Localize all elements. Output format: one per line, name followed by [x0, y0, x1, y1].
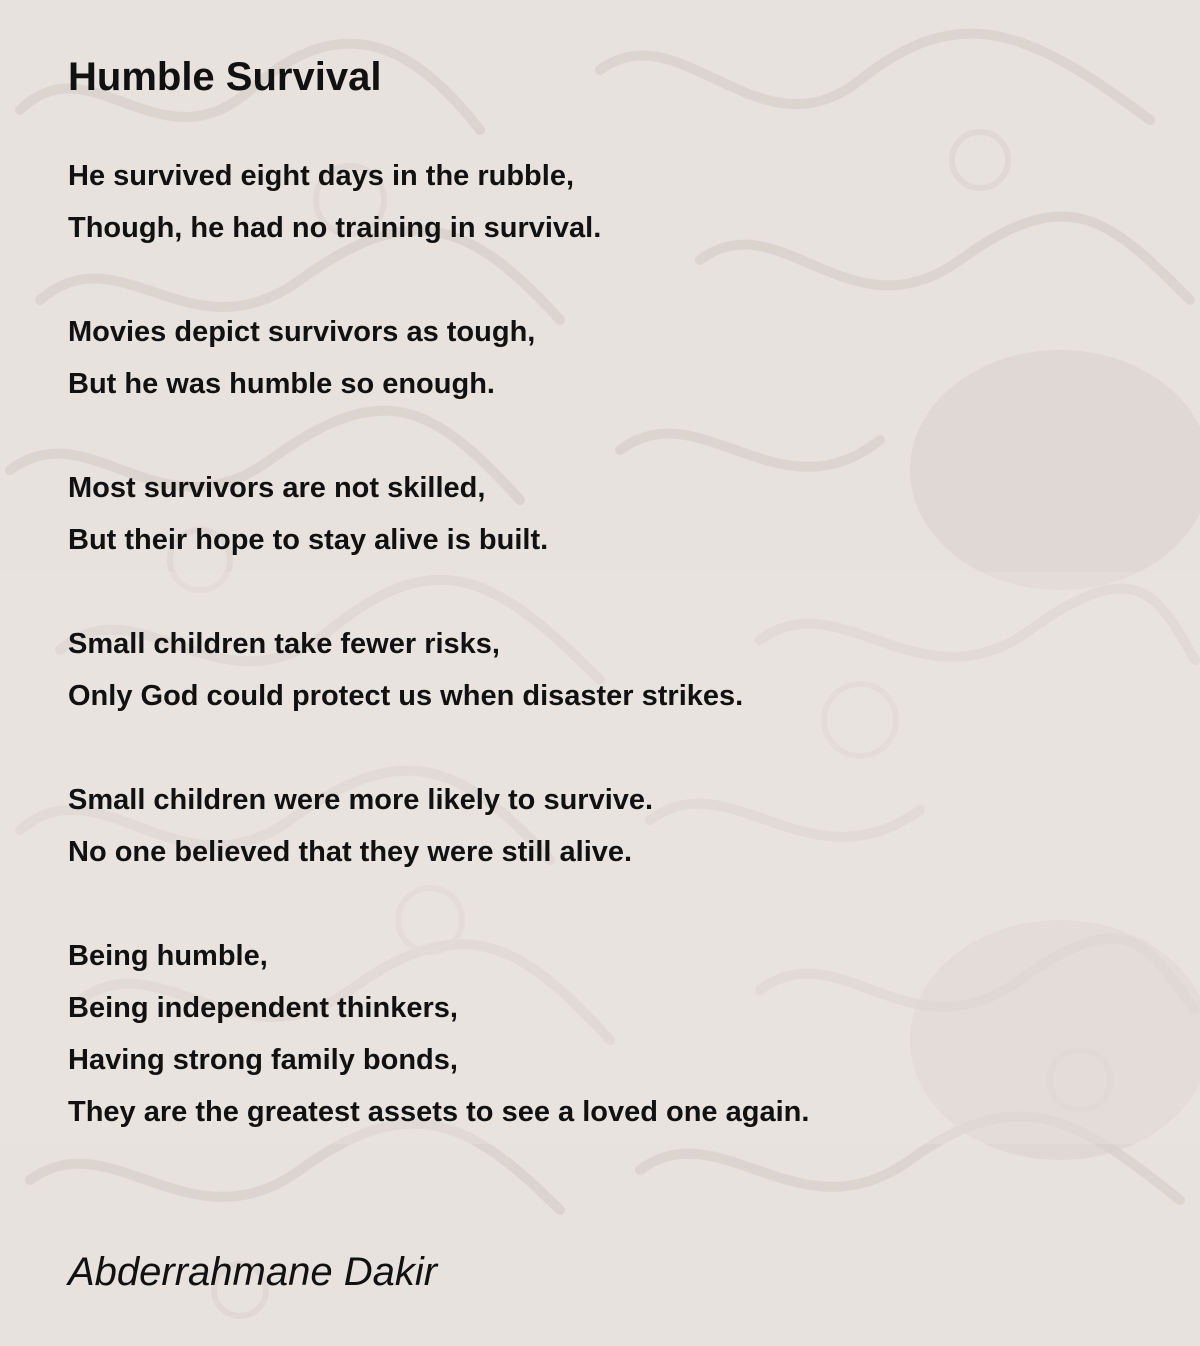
poem-line: Being independent thinkers, — [68, 992, 458, 1024]
poem-line: Most survivors are not skilled, — [68, 472, 486, 504]
poem-line: But he was humble so enough. — [68, 368, 495, 400]
stanza — [68, 150, 1128, 254]
poem-line: Though, he had no training in survival. — [68, 212, 602, 244]
poem-line: They are the greatest assets to see a loved one again. — [68, 1096, 810, 1128]
stanza — [68, 618, 1128, 722]
poem-line: Small children were more likely to survive. — [68, 784, 654, 816]
poem-line: No one believed that they were still alive. — [68, 836, 633, 868]
poem-line: He survived eight days in the rubble, — [68, 160, 575, 192]
poem-line: Only God could protect us when disaster strikes. — [68, 680, 744, 712]
stanza — [68, 930, 1128, 1138]
poem-line: Having strong family bonds, — [68, 1044, 458, 1076]
poem-line: Being humble, — [68, 940, 268, 972]
stanza — [68, 774, 1128, 878]
stanza — [68, 462, 1128, 566]
poem-title: Humble Survival — [68, 55, 382, 99]
poem-line: Small children take fewer risks, — [68, 628, 500, 660]
author-name: Abderrahmane Dakir — [68, 1250, 438, 1294]
stanza — [68, 306, 1128, 410]
poem-body — [68, 150, 1128, 1190]
poem-line: Movies depict survivors as tough, — [68, 316, 536, 348]
poem-line: But their hope to stay alive is built. — [68, 524, 549, 556]
